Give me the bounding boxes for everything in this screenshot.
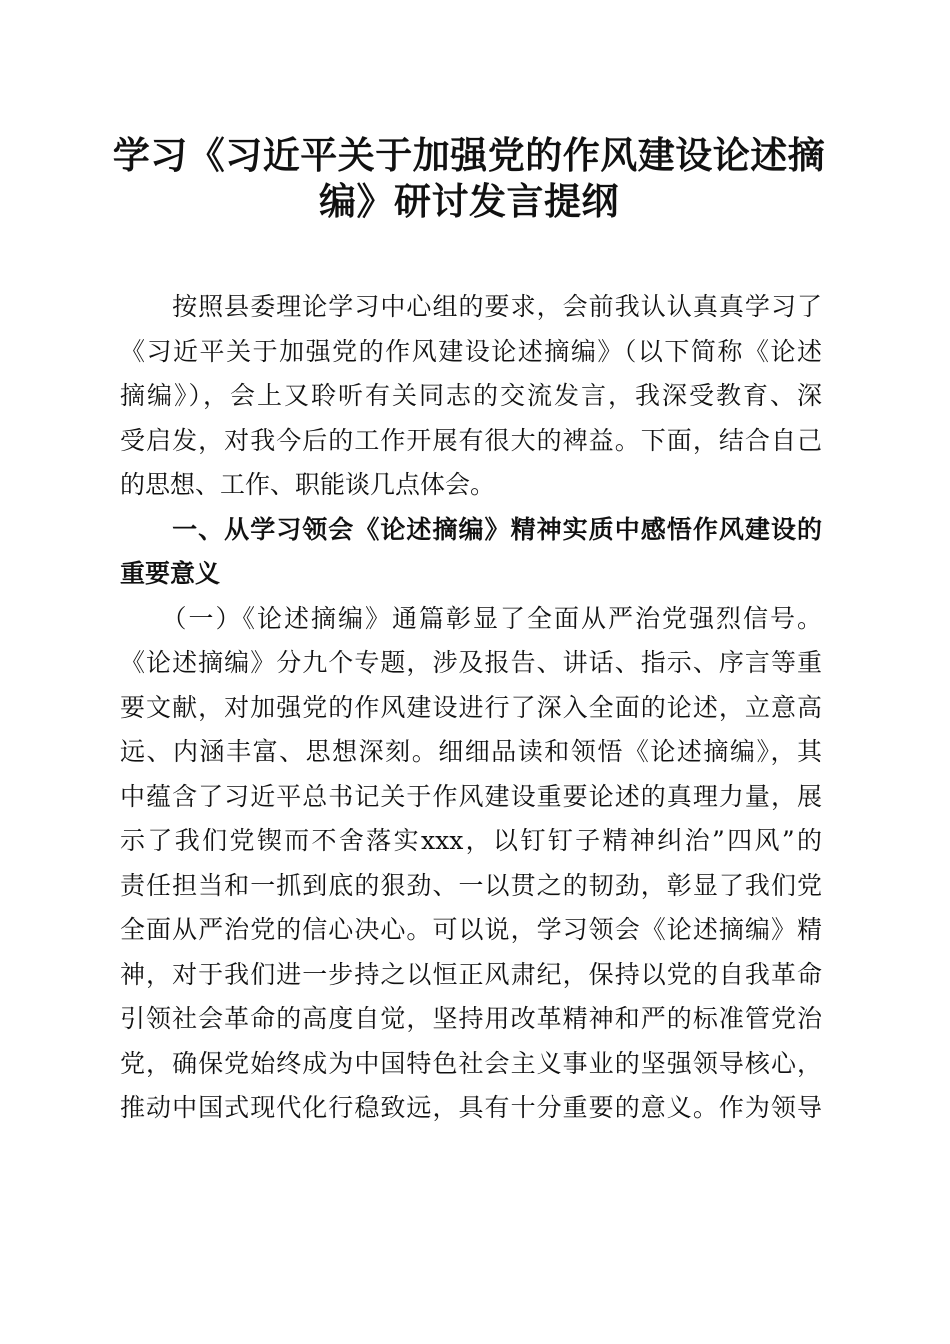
- title-line: 学习《习近平关于加强党的作风建设论述摘: [112, 133, 826, 177]
- text-line: 受启发，对我今后的工作开展有很大的裨益。下面，结合自己: [120, 425, 822, 455]
- section-paragraph: [120, 597, 822, 1131]
- document-title: [112, 132, 826, 224]
- document-body: [120, 285, 822, 1131]
- text-line: 责任担当和一抓到底的狠劲、一以贯之的韧劲，彰显了我们党: [120, 870, 822, 900]
- text-line: 《论述摘编》分九个专题，涉及报告、讲话、指示、序言等重: [120, 648, 822, 677]
- text-line: 神，对于我们进一步持之以恒正风肃纪，保持以党的自我革命: [120, 959, 822, 989]
- heading-line: 重要意义: [120, 559, 221, 588]
- text-line: 全面从严治党的信心决心。可以说，学习领会《论述摘编》精: [120, 915, 822, 944]
- text-line: 示了我们党锲而不舍落实xxx，以钉钉子精神纠治”四风”的: [120, 826, 822, 855]
- text-line: 推动中国式现代化行稳致远，具有十分重要的意义。作为领导: [120, 1093, 822, 1122]
- text-line: 远、内涵丰富、思想深刻。细细品读和领悟《论述摘编》，其: [120, 737, 822, 766]
- heading-line: 一、从学习领会《论述摘编》精神实质中感悟作风建设的: [120, 514, 822, 544]
- intro-paragraph: [120, 285, 822, 508]
- title-line: 编》研讨发言提纲: [319, 179, 619, 223]
- text-line: 《习近平关于加强党的作风建设论述摘编》（以下简称《论述: [120, 336, 822, 366]
- text-line: 引领社会革命的高度自觉，坚持用改革精神和严的标准管党治: [120, 1004, 822, 1033]
- section-heading: [120, 508, 822, 597]
- text-line: 的思想、工作、职能谈几点体会。: [120, 470, 496, 499]
- text-line: 中蕴含了习近平总书记关于作风建设重要论述的真理力量，展: [120, 781, 822, 811]
- text-line: 要文献，对加强党的作风建设进行了深入全面的论述，立意高: [120, 692, 822, 722]
- text-line: 摘编》），会上又聆听有关同志的交流发言，我深受教育、深: [120, 381, 822, 410]
- text-line: 按照县委理论学习中心组的要求，会前我认认真真学习了: [120, 292, 822, 321]
- document-page: [112, 132, 826, 1131]
- text-line: 党，确保党始终成为中国特色社会主义事业的坚强领导核心，: [120, 1048, 822, 1078]
- text-line: （一）《论述摘编》通篇彰显了全面从严治党强烈信号。: [120, 603, 822, 633]
